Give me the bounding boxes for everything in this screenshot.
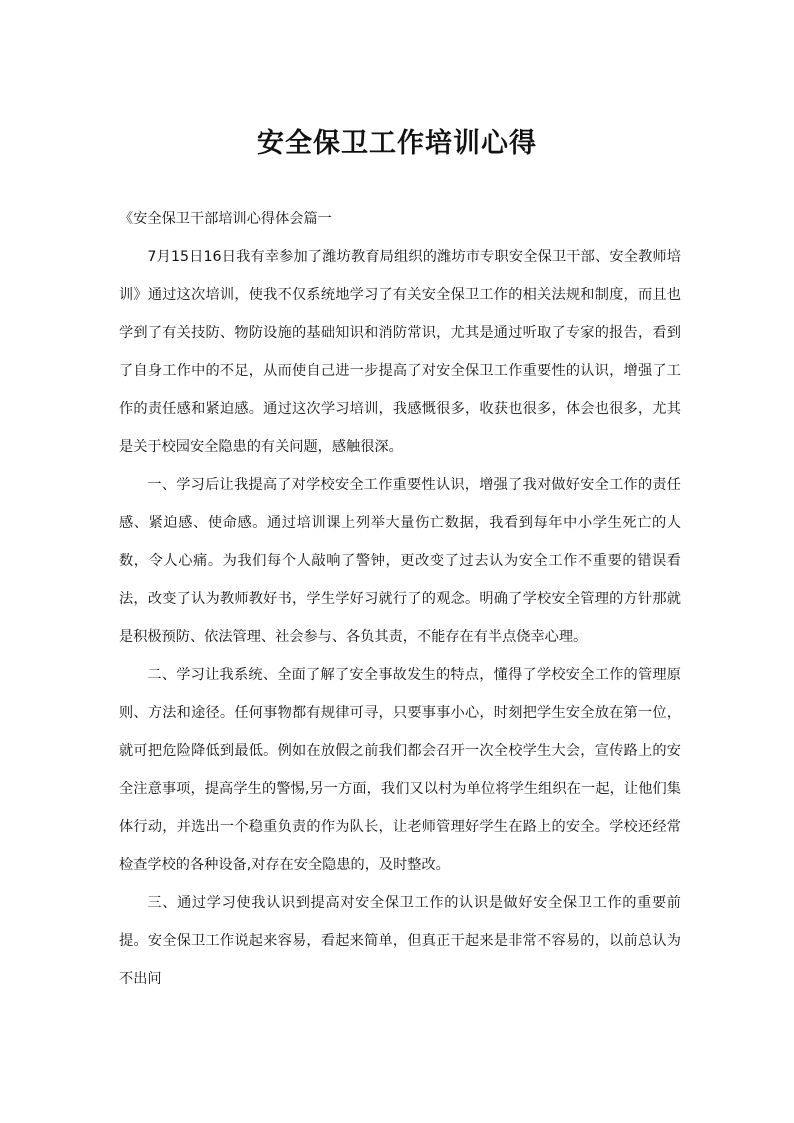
paragraph-2: 一、学习后让我提高了对学校安全工作重要性认识，增强了我对做好安全工作的责任感、紧迫感、使命感。通过培训课上列举大量伤亡数据，我看到每年中小学生死亡的人数，令人心痛。为我们每个人敲响了警钟，更改变了过去认为安全工作不重要的错误看法，改变了认为教师教好书，学生学好习就行了的观念。明确了学校安全管理的方针那就是积极预防、依法管理、社会参与、各负其责，不能存在有半点侥幸心理。 <box>119 477 681 645</box>
paragraph-4: 三、通过学习使我认识到提高对安全保卫工作的认识是做好安全保卫工作的重要前提。安全保卫工作说起来容易，看起来简单，但真正干起来是非常不容易的，以前总认为不出问 <box>119 895 681 987</box>
page-title: 安全保卫工作培训心得 <box>257 128 537 159</box>
document-body <box>119 200 681 998</box>
paragraph-1: 7月15日16日我有幸参加了潍坊教育局组织的潍坊市专职安全保卫干部、安全教师培训》通过这次培训，使我不仅系统地学习了有关安全保卫工作的相关法规和制度，而且也学到了有关技防、物防设施的基础知识和消防常识，尤其是通过听取了专家的报告，看到了自身工作中的不足，从而使自己进一步提高了对安全保卫工作重要性的认识，增强了工作的责任感和紧迫感。通过这次学习培训，我感慨很多，收获也很多，体会也很多，尤其是关于校园安全隐患的有关问题，感触很深。 <box>119 249 681 455</box>
section-subtitle: 《安全保卫干部培训心得体会篇一 <box>119 211 332 227</box>
paragraph-3: 二、学习让我系统、全面了解了安全事故发生的特点，懂得了学校安全工作的管理原则、方法和途径。任何事物都有规律可寻，只要事事小心，时刻把学生安全放在第一位，就可把危险降低到最低。例如在放假之前我们都会召开一次全校学生大会，宣传路上的安全注意事项，提高学生的警惕,另一方面，我们又以村为单位将学生组织在一起，让他们集体行动，并选出一个稳重负责的作为队长，让老师管理好学生在路上的安全。学校还经常检查学校的各种设备,对存在安全隐患的，及时整改。 <box>119 667 681 873</box>
